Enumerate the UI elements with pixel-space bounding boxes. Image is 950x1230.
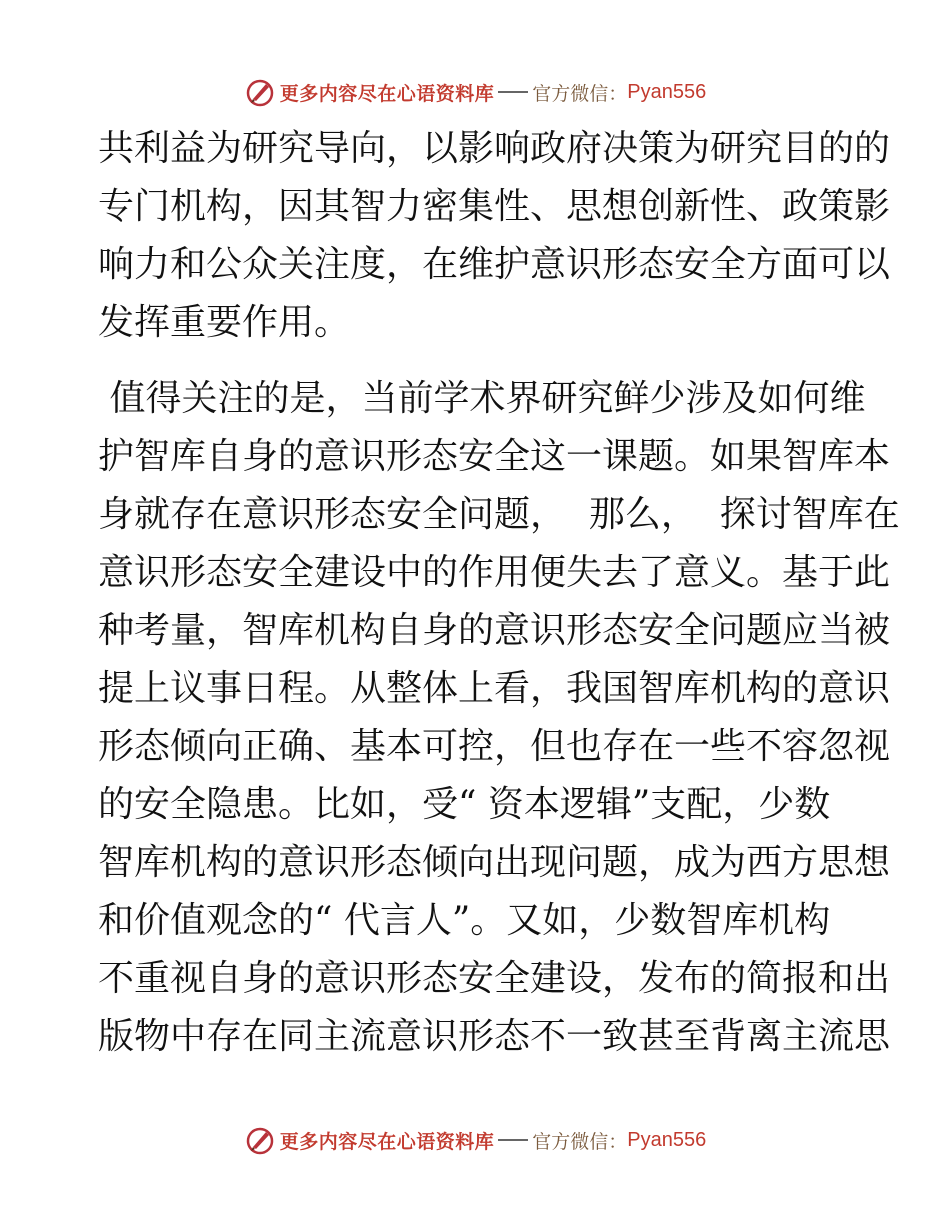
text-line: 响力和公众关注度，在维护意识形态安全方面可以 (98, 244, 891, 285)
text-line: 智库机构的意识形态倾向出现问题，成为西方思想 (98, 842, 891, 883)
text-line: 提上议事日程。从整体上看，我国智库机构的意识 (98, 668, 891, 709)
text-line: 种考量，智库机构自身的意识形态安全问题应当被 (98, 610, 891, 651)
text-line: 护智库自身的意识形态安全这一课题。如果智库本 (98, 436, 891, 477)
header-wechat-account: Pyan556 (627, 80, 707, 103)
text-line: 意识形态安全建设中的作用便失去了意义。基于此 (98, 552, 891, 593)
paragraph-1 (98, 120, 891, 352)
quill-circle-logo-icon (244, 76, 276, 108)
header-brand-text: 更多内容尽在心语资料库 (279, 82, 495, 105)
text-line: 身就存在意识形态安全问题， 那么， 探讨智库在 (98, 494, 900, 535)
footer-brand-text: 更多内容尽在心语资料库 (279, 1130, 495, 1153)
footer-dash (498, 1139, 528, 1141)
paragraph-2 (98, 370, 900, 1066)
text-line: 和价值观念的“ 代言人”。又如，少数智库机构 (98, 900, 831, 941)
text-line: 形态倾向正确、基本可控，但也存在一些不容忽视 (98, 726, 891, 767)
header-dash (498, 91, 528, 93)
text-line: 专门机构，因其智力密集性、思想创新性、政策影 (98, 186, 891, 227)
paragraph-spacer (98, 352, 858, 370)
text-line: 不重视自身的意识形态安全建设，发布的简报和出 (98, 958, 891, 999)
footer-wechat-label: 官方微信： (532, 1130, 628, 1153)
header-wechat-label: 官方微信： (532, 82, 628, 105)
text-line: 发挥重要作用。 (98, 302, 351, 343)
text-line: 共利益为研究导向，以影响政府决策为研究目的的 (98, 128, 891, 169)
footer-wechat-account: Pyan556 (627, 1128, 707, 1151)
header-banner (0, 72, 950, 112)
text-line: 的安全隐患。比如，受“ 资本逻辑”支配，少数 (98, 784, 831, 825)
quill-circle-logo-icon (244, 1124, 276, 1156)
text-line: 版物中存在同主流意识形态不一致甚至背离主流思 (98, 1016, 891, 1057)
text-line: 值得关注的是，当前学术界研究鲜少涉及如何维 (98, 378, 866, 419)
footer-banner (0, 1120, 950, 1160)
document-body (98, 120, 900, 1066)
